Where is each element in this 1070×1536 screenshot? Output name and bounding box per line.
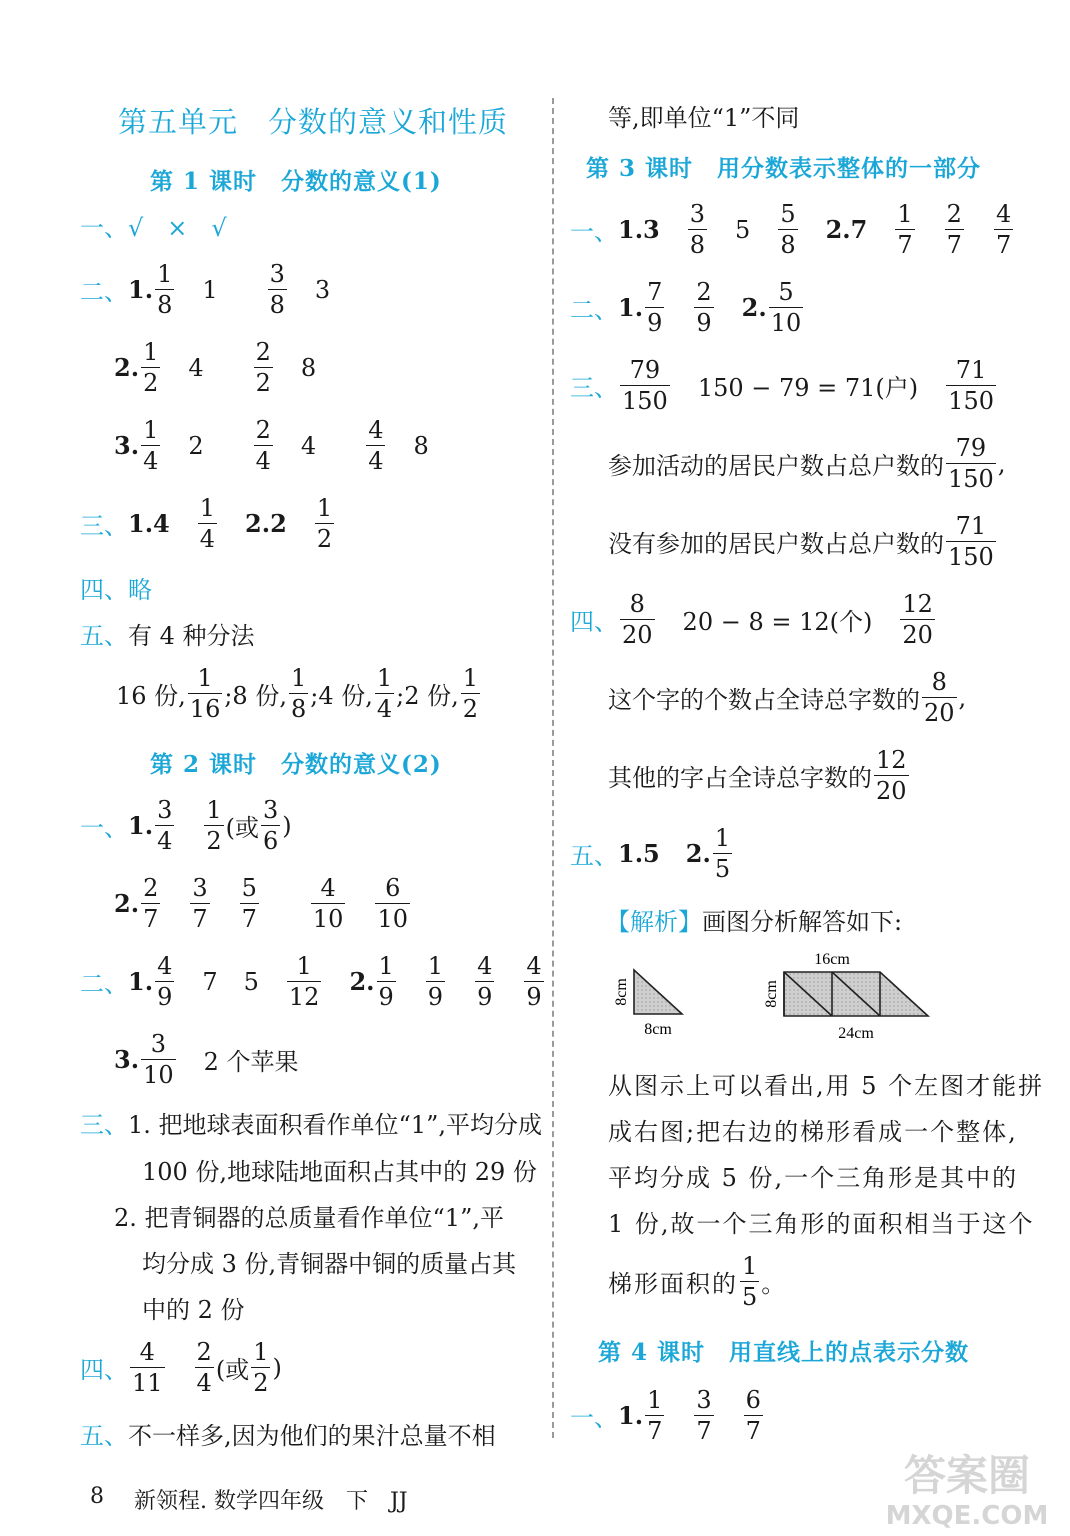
big-top-label: 16cm	[814, 951, 850, 968]
lesson4-title: 第 4 课时 用直线上的点表示分数	[598, 1339, 970, 1366]
explain-3: 平均分成 5 份,一个三角形是其中的	[608, 1164, 1019, 1192]
page-number: 8	[90, 1484, 104, 1509]
l4-q1: 一、 1. $\frac{1}{7}$ $\frac{3}{7}$ $\frac{6}{7}$	[570, 1386, 761, 1445]
l3-q2: 二、 1. $\frac{7}{9}$ $\frac{2}{9}$ 2. $\frac{5}{10}$	[570, 278, 802, 337]
svg-text:MXQE.COM: MXQE.COM	[885, 1501, 1049, 1531]
analysis-line: 【解析】画图分析解答如下:	[606, 908, 903, 936]
l2-q2-1: 二、 1. $\frac{4}{9}$ 7 5 $\frac{1}{12}$ 2. $\frac{1}{9}$ $\frac{1}{9}$ $\frac{4}{9}$ $\frac{4}{9}$	[80, 952, 542, 1011]
explain-4: 1 份,故一个三角形的面积相当于这个	[608, 1210, 1035, 1238]
small-base-label: 8cm	[644, 1021, 672, 1038]
unit-title: 第五单元 分数的意义和性质	[118, 105, 509, 139]
l2-q1-1: 一、 1. $\frac{3}{4}$ $\frac{1}{2}$ (或 $\frac{3}{6}$ )	[80, 796, 292, 855]
watermark-logo	[872, 1442, 1062, 1532]
l1-q4: 四、略	[80, 576, 152, 604]
l2-q3-2a: 2. 把青铜器的总质量看作单位“1”,平	[114, 1204, 504, 1232]
l3-q5: 五、 1.5 2. $\frac{1}{5}$	[570, 824, 731, 883]
explain-5: 梯形面积的 $\frac{1}{5}$ 。	[608, 1252, 788, 1311]
l2-q3-2c: 中的 2 份	[142, 1296, 245, 1324]
l2-q3-2b: 均分成 3 份,青铜器中铜的质量占其	[142, 1250, 517, 1278]
l2-q4: 四、 $\frac{4}{11}$ $\frac{2}{4}$ (或 $\frac{1}{2}$ )	[80, 1338, 282, 1397]
explain-1: 从图示上可以看出,用 5 个左图才能拼	[608, 1072, 1045, 1100]
l1-q3: 三、 1.4 $\frac{1}{4}$ 2.2 $\frac{1}{2}$	[80, 494, 333, 553]
lesson1-title: 第 1 课时 分数的意义(1)	[150, 168, 442, 195]
l2-q3-1b: 100 份,地球陆地面积占其中的 29 份	[142, 1158, 537, 1186]
lesson3-title: 第 3 课时 用分数表示整体的一部分	[586, 155, 982, 182]
l1-q2-1: 二、 1. $\frac{1}{8}$ 1 $\frac{3}{8}$ 3	[80, 260, 331, 319]
l1-q5: 五、有 4 种分法	[80, 622, 255, 650]
l3-q4: 四、 $\frac{8}{20}$ 20 − 8 = 12(个) $\frac{12}{20}$	[570, 590, 933, 649]
lesson2-title: 第 2 课时 分数的意义(2)	[150, 751, 442, 778]
l3-q3-s2: 没有参加的居民户数占总户数的 $\frac{71}{150}$	[608, 512, 994, 571]
small-side-label: 8cm	[613, 978, 630, 1006]
l1-q1: 一、√ × √	[80, 214, 227, 242]
l2-q3-1a: 三、1. 把地球表面积看作单位“1”,平均分成	[80, 1111, 542, 1139]
small-triangle	[634, 970, 682, 1014]
l3-q4-s2: 其他的字占全诗总字数的 $\frac{12}{20}$	[608, 746, 907, 805]
column-divider	[552, 98, 554, 1438]
svg-text:答案圈: 答案圈	[903, 1451, 1031, 1500]
book-name: 新领程. 数学四年级 下 JJ	[134, 1489, 408, 1514]
l3-q3: 三、 $\frac{79}{150}$ 150 − 79 = 71(户) $\frac{71}{150}$	[570, 356, 994, 415]
triangle-trapezoid-diagram	[604, 944, 944, 1048]
big-side-label: 8cm	[763, 980, 780, 1008]
l1-q5-line: 16 份, $\frac{1}{16}$ ;8 份, $\frac{1}{8}$ ;4 份, $\frac{1}{4}$ ;2 份, $\frac{1}{2}$	[116, 664, 479, 723]
l3-q1: 一、 1.3 $\frac{3}{8}$ 5 $\frac{5}{8}$ 2.7 $\frac{1}{7}$ $\frac{2}{7}$ $\frac{4}{7}$	[570, 200, 1012, 259]
l2-q1-2: 2. $\frac{2}{7}$ $\frac{3}{7}$ $\frac{5}{7}$ $\frac{4}{10}$ $\frac{6}{10}$	[114, 874, 408, 933]
explain-2: 成右图;把右边的梯形看成一个整体,	[608, 1118, 1018, 1146]
l2-q2-3: 3. $\frac{3}{10}$ 2 个苹果	[114, 1030, 299, 1089]
l1-q2-3: 3. $\frac{1}{4}$ 2 $\frac{2}{4}$ 4 $\frac{4}{4}$ 8	[114, 416, 429, 475]
l3-q4-s1: 这个字的个数占全诗总字数的 $\frac{8}{20}$ ,	[608, 668, 967, 727]
big-base-label: 24cm	[838, 1025, 874, 1042]
l3-q3-s1: 参加活动的居民户数占总户数的 $\frac{79}{150}$ ,	[608, 434, 1006, 493]
l2-q5: 五、不一样多,因为他们的果汁总量不相	[80, 1422, 496, 1450]
l1-q2-2: 2. $\frac{1}{2}$ 4 $\frac{2}{2}$ 8	[114, 338, 317, 397]
r-cont-text: 等,即单位“1”不同	[608, 104, 800, 132]
